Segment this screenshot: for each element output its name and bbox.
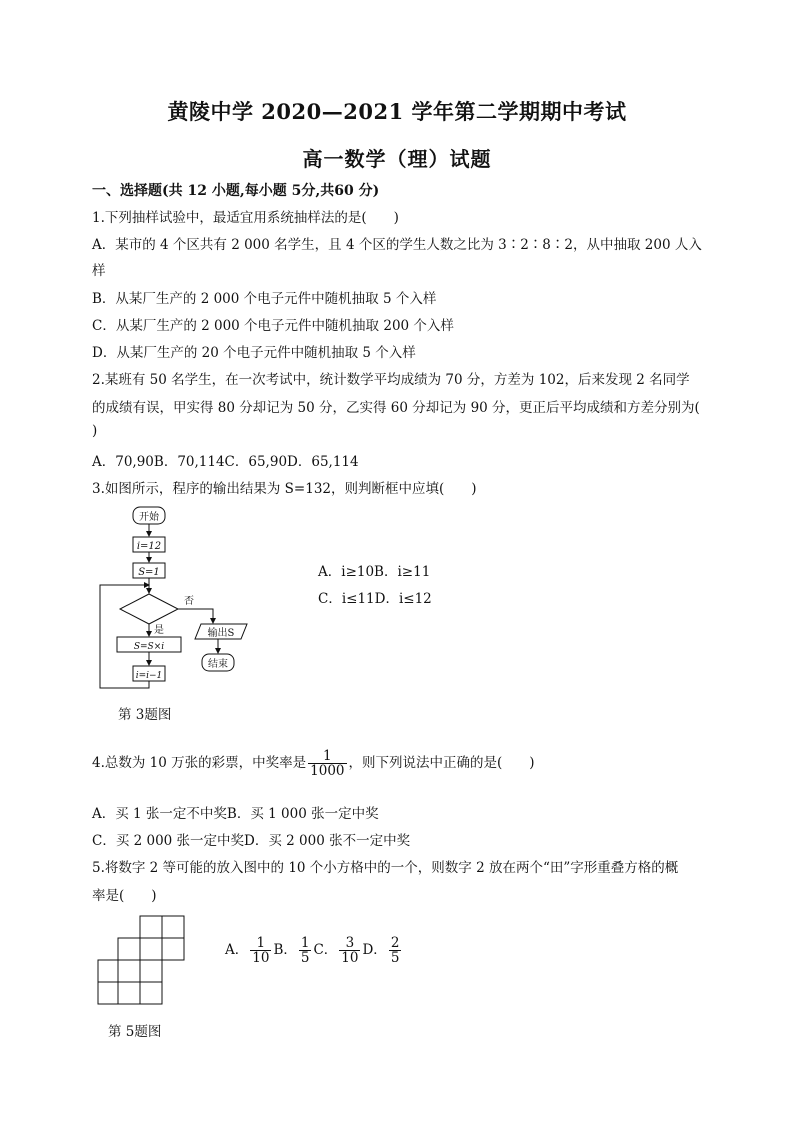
q4-options-cd: C．买 2 000 张一定中奖D．买 2 000 张不一定中奖 bbox=[92, 833, 411, 849]
q5-option-a-fraction bbox=[250, 936, 271, 965]
q5-stem-line1: 5.将数字 2 等可能的放入图中的 10 个小方格中的一个，则数字 2 放在两个“田”字形重叠方格的概 bbox=[92, 860, 679, 876]
q2-stem-line3: ) bbox=[92, 423, 98, 439]
flow-init-s-label: S=1 bbox=[138, 567, 160, 578]
q5-grid-figure bbox=[96, 914, 188, 1008]
q4-stem bbox=[92, 749, 535, 778]
q5-caption: 第 5题图 bbox=[108, 1024, 162, 1040]
q5-option-d-num: 2 bbox=[390, 935, 400, 951]
flow-init-i-label: i=12 bbox=[136, 541, 162, 552]
q5-option-a-den: 10 bbox=[252, 950, 270, 967]
q3-options-cd: C．i≤11D．i≤12 bbox=[318, 591, 432, 607]
flow-end-label: 结束 bbox=[208, 659, 228, 670]
flow-decision-node bbox=[120, 594, 178, 624]
q1-option-b: B．从某厂生产的 2 000 个电子元件中随机抽取 5 个入样 bbox=[92, 291, 437, 307]
q5-option-d-prefix: D． bbox=[362, 942, 387, 959]
section-heading: 一、选择题(共 12 小题,每小题 5分,共60 分) bbox=[92, 183, 380, 199]
q1-option-c: C．从某厂生产的 2 000 个电子元件中随机抽取 200 个入样 bbox=[92, 318, 454, 334]
q4-fraction-den: 1000 bbox=[310, 763, 345, 780]
q3-caption: 第 3题图 bbox=[118, 707, 172, 723]
q5-option-c-den: 10 bbox=[341, 950, 359, 967]
q4-fraction-num: 1 bbox=[308, 749, 346, 764]
q1-stem: 1.下列抽样试验中，最适宜用系统抽样法的是( ) bbox=[92, 210, 399, 226]
q5-option-a-num: 1 bbox=[250, 936, 271, 951]
q5-option-c-prefix: C． bbox=[313, 942, 338, 959]
q4-fraction bbox=[308, 749, 346, 778]
q4-options-ab: A．买 1 张一定不中奖B．买 1 000 张一定中奖 bbox=[92, 806, 379, 822]
q1-option-d: D．从某厂生产的 20 个电子元件中随机抽取 5 个入样 bbox=[92, 345, 416, 361]
flow-start-label: 开始 bbox=[139, 512, 159, 523]
q1-option-a-cont: 样 bbox=[92, 263, 106, 279]
exam-subtitle: 高一数学（理）试题 bbox=[302, 147, 492, 171]
exam-title: 黄陵中学 2020—2021 学年第二学期期中考试 bbox=[167, 99, 627, 124]
q5-option-a-prefix: A． bbox=[225, 942, 249, 959]
q5-option-b-num: 1 bbox=[300, 935, 310, 951]
flow-mult-label: S=S×i bbox=[133, 642, 165, 652]
q2-options: A．70,90B．70,114C．65,90D．65,114 bbox=[92, 454, 359, 470]
q3-options-ab: A．i≥10B．i≥11 bbox=[318, 564, 431, 580]
q5-option-b-fraction bbox=[299, 936, 312, 965]
q5-option-c-num: 3 bbox=[339, 936, 360, 951]
q5-option-c-fraction bbox=[339, 936, 360, 965]
flow-no-label: 否 bbox=[184, 596, 194, 607]
q4-stem-after: ，则下列说法中正确的是( ) bbox=[348, 755, 535, 772]
q5-option-b-prefix: B． bbox=[273, 942, 297, 959]
q2-stem-line2: 的成绩有误，甲实得 80 分却记为 50 分，乙实得 60 分却记为 90 分，更正后平均成绩和方差分别为( bbox=[92, 400, 700, 416]
q3-flowchart bbox=[95, 505, 255, 693]
q4-stem-before: 4.总数为 10 万张的彩票，中奖率是 bbox=[92, 755, 307, 772]
flow-dec-label: i=i−1 bbox=[135, 671, 163, 681]
q5-option-d-den: 5 bbox=[390, 950, 400, 967]
q1-option-a: A．某市的 4 个区共有 2 000 名学生，且 4 个区的学生人数之比为 3∶2∶8∶2，从中抽取 200 人入 bbox=[92, 237, 702, 253]
q5-option-b-den: 5 bbox=[300, 950, 310, 967]
q3-stem: 3.如图所示，程序的输出结果为 S=132，则判断框中应填( ) bbox=[92, 481, 477, 497]
q5-option-d-fraction bbox=[389, 936, 402, 965]
q2-stem-line1: 2.某班有 50 名学生，在一次考试中，统计数学平均成绩为 70 分，方差为 102，后来发现 2 名同学 bbox=[92, 372, 690, 388]
q5-options bbox=[225, 936, 403, 965]
q5-stem-line2: 率是( ) bbox=[92, 888, 157, 904]
flow-output-label: 输出S bbox=[207, 628, 235, 639]
flow-yes-label: 是 bbox=[154, 625, 164, 636]
